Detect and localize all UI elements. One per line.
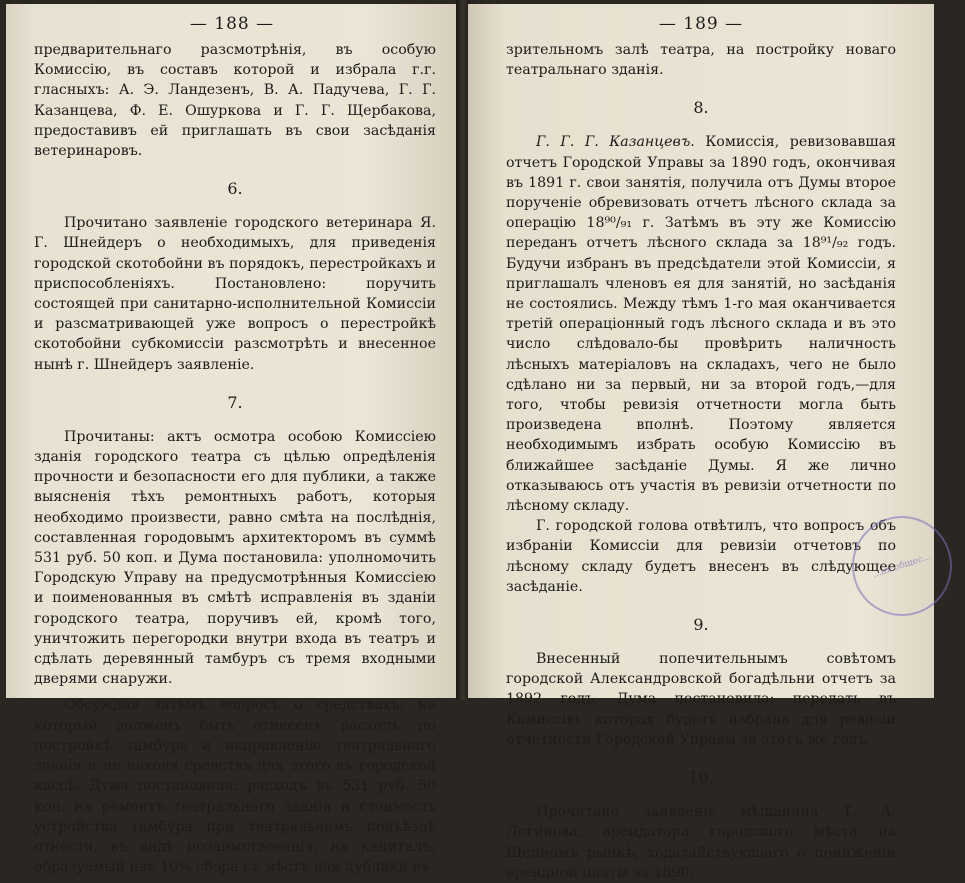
left-page-text xyxy=(6,40,458,877)
left-page xyxy=(6,4,458,876)
right-intro-paragraph: зрительномъ залѣ театра, на постройку новаго театральнаго зданія. xyxy=(506,42,896,79)
section-8-paragraph-2: Г. городской голова отвѣтилъ, что вопросъ объ избраніи Комиссіи для ревизіи отчетовъ по лѣсному складу будетъ внесенъ въ слѣдующее засѣданіе. xyxy=(506,518,896,595)
section-6-number: 6. xyxy=(227,179,243,199)
section-7-number: 7. xyxy=(227,392,243,412)
right-page-text xyxy=(468,40,934,883)
left-intro-paragraph: предварительнаго разсмотрѣнія, въ особую Комиссію, въ составъ которой и избрала г.г. гласныхъ: А. Э. Ландезенъ, В. А. Падучева, Г. Г. Казанцева, Ф. Е. Ошуркова и Г. Г. Щербакова, предоставивъ ей приглашать въ свои засѣданія ветеринаровъ. xyxy=(34,42,436,160)
section-8-speech: Комиссія, ревизовавшая отчетъ Городской Управы за 1890 годъ, окончивая въ 1891 г. свои занятія, получила отъ Думы второе порученіе обревизовать отчетъ лѣсного склада за операцію 18⁹⁰/₉₁ г. Затѣмъ въ эту же Комиссію переданъ отчетъ лѣсного склада за 18⁹¹/₉₂ годъ. Будучи избранъ въ предсѣдатели этой Комиссіи, я приглашалъ членовъ ея для занятій, но засѣданія не состоялись. Между тѣмъ 1-го мая оканчивается третій операціонный годъ лѣсного склада и въ это число слѣдовало-бы провѣрить наличность лѣсныхъ матеріаловъ на складахъ, чего не было сдѣлано ни за первый, ни за второй годъ,—для того, чтобы ревизія отчетности могла быть произведена вполнѣ. Поэтому является необходимымъ избрать особую Комиссію въ ближайшее засѣданіе Думы. Я же лично отказываюсь отъ участія въ ревизіи отчетности по лѣсному складу. xyxy=(506,134,896,515)
section-9-number: 9. xyxy=(693,615,709,635)
section-10-number: 10. xyxy=(688,768,714,788)
section-6-paragraph: Прочитано заявленіе городского ветеринара Я. Г. Шнейдеръ о необходимыхъ, для приведенія городской скотобойни въ порядокъ, перестройкахъ и приспособленіяхъ. Постановлено: поручить состоящей при санитарно-исполнительной Комиссіи и разсматривающей уже вопросъ о перестройкѣ скотобойни субкомиссіи разсмотрѣть и внесенное нынѣ г. Шнейдеръ заявленіе. xyxy=(34,215,436,373)
section-8-paragraph-1 xyxy=(506,132,896,516)
section-10-paragraph: Прочитано заявленіе мѣщанина Т. А. Логинова, арендатора городского мѣста на Щепномъ рынкѣ, ходатайствующаго о пониженіи арендной платы за 1890, xyxy=(506,804,896,881)
section-7-paragraph-2: Обсуждая затѣмъ вопросъ о средствахъ, на который долженъ быть отнесенъ расходъ по постройкѣ тамбура и исправленію театральнаго зданія и не находя средствъ для этого въ городской кассѣ, Дума постановила: расходъ въ 531 руб. 50 коп. на ремонтъ театральнаго зданія и стоимость устройства тамбура при театральномъ подъѣздѣ отнести, въ видѣ позаимствованія, на капиталъ, образуемый изъ 10% сбора съ мѣстъ для публики въ xyxy=(34,697,436,876)
stamp-text: ...ая общес... xyxy=(871,551,933,581)
section-9-paragraph: Внесенный попечительнымъ совѣтомъ городской Александровской богадѣльни отчетъ за 1892 годъ, Дума постановила: передать въ Комиссію, которая будетъ избрана для ревизіи отчетности Городской Управы за этотъ же годъ. xyxy=(506,651,896,748)
section-8-number: 8. xyxy=(693,98,709,118)
page-number-left: — 188 — xyxy=(189,14,275,34)
right-page xyxy=(468,4,934,881)
section-7-paragraph-1: Прочитаны: актъ осмотра особою Комиссіею зданія городского театра съ цѣлью опредѣленія прочности и безопасности его для публики, а также выясненія тѣхъ ремонтныхъ работъ, которыя необходимо произвести, равно смѣта на послѣднія, составленная городовымъ архитекторомъ въ суммѣ 531 руб. 50 коп. и Дума постановила: уполномочить Городскую Управу на предусмотрѣнныя Комиссіею и поименованныя въ смѣтѣ исправленія въ зданіи городского театра, поручивъ ей, кромѣ того, уничтожить перегородки внутри входа въ театръ и сдѣлать деревянный тамбуръ съ тремя входными дверями снаружи. xyxy=(34,428,436,688)
speaker-name: Г. Г. Г. Казанцевъ. xyxy=(536,134,695,151)
page-number-right: — 189 — xyxy=(658,14,744,34)
